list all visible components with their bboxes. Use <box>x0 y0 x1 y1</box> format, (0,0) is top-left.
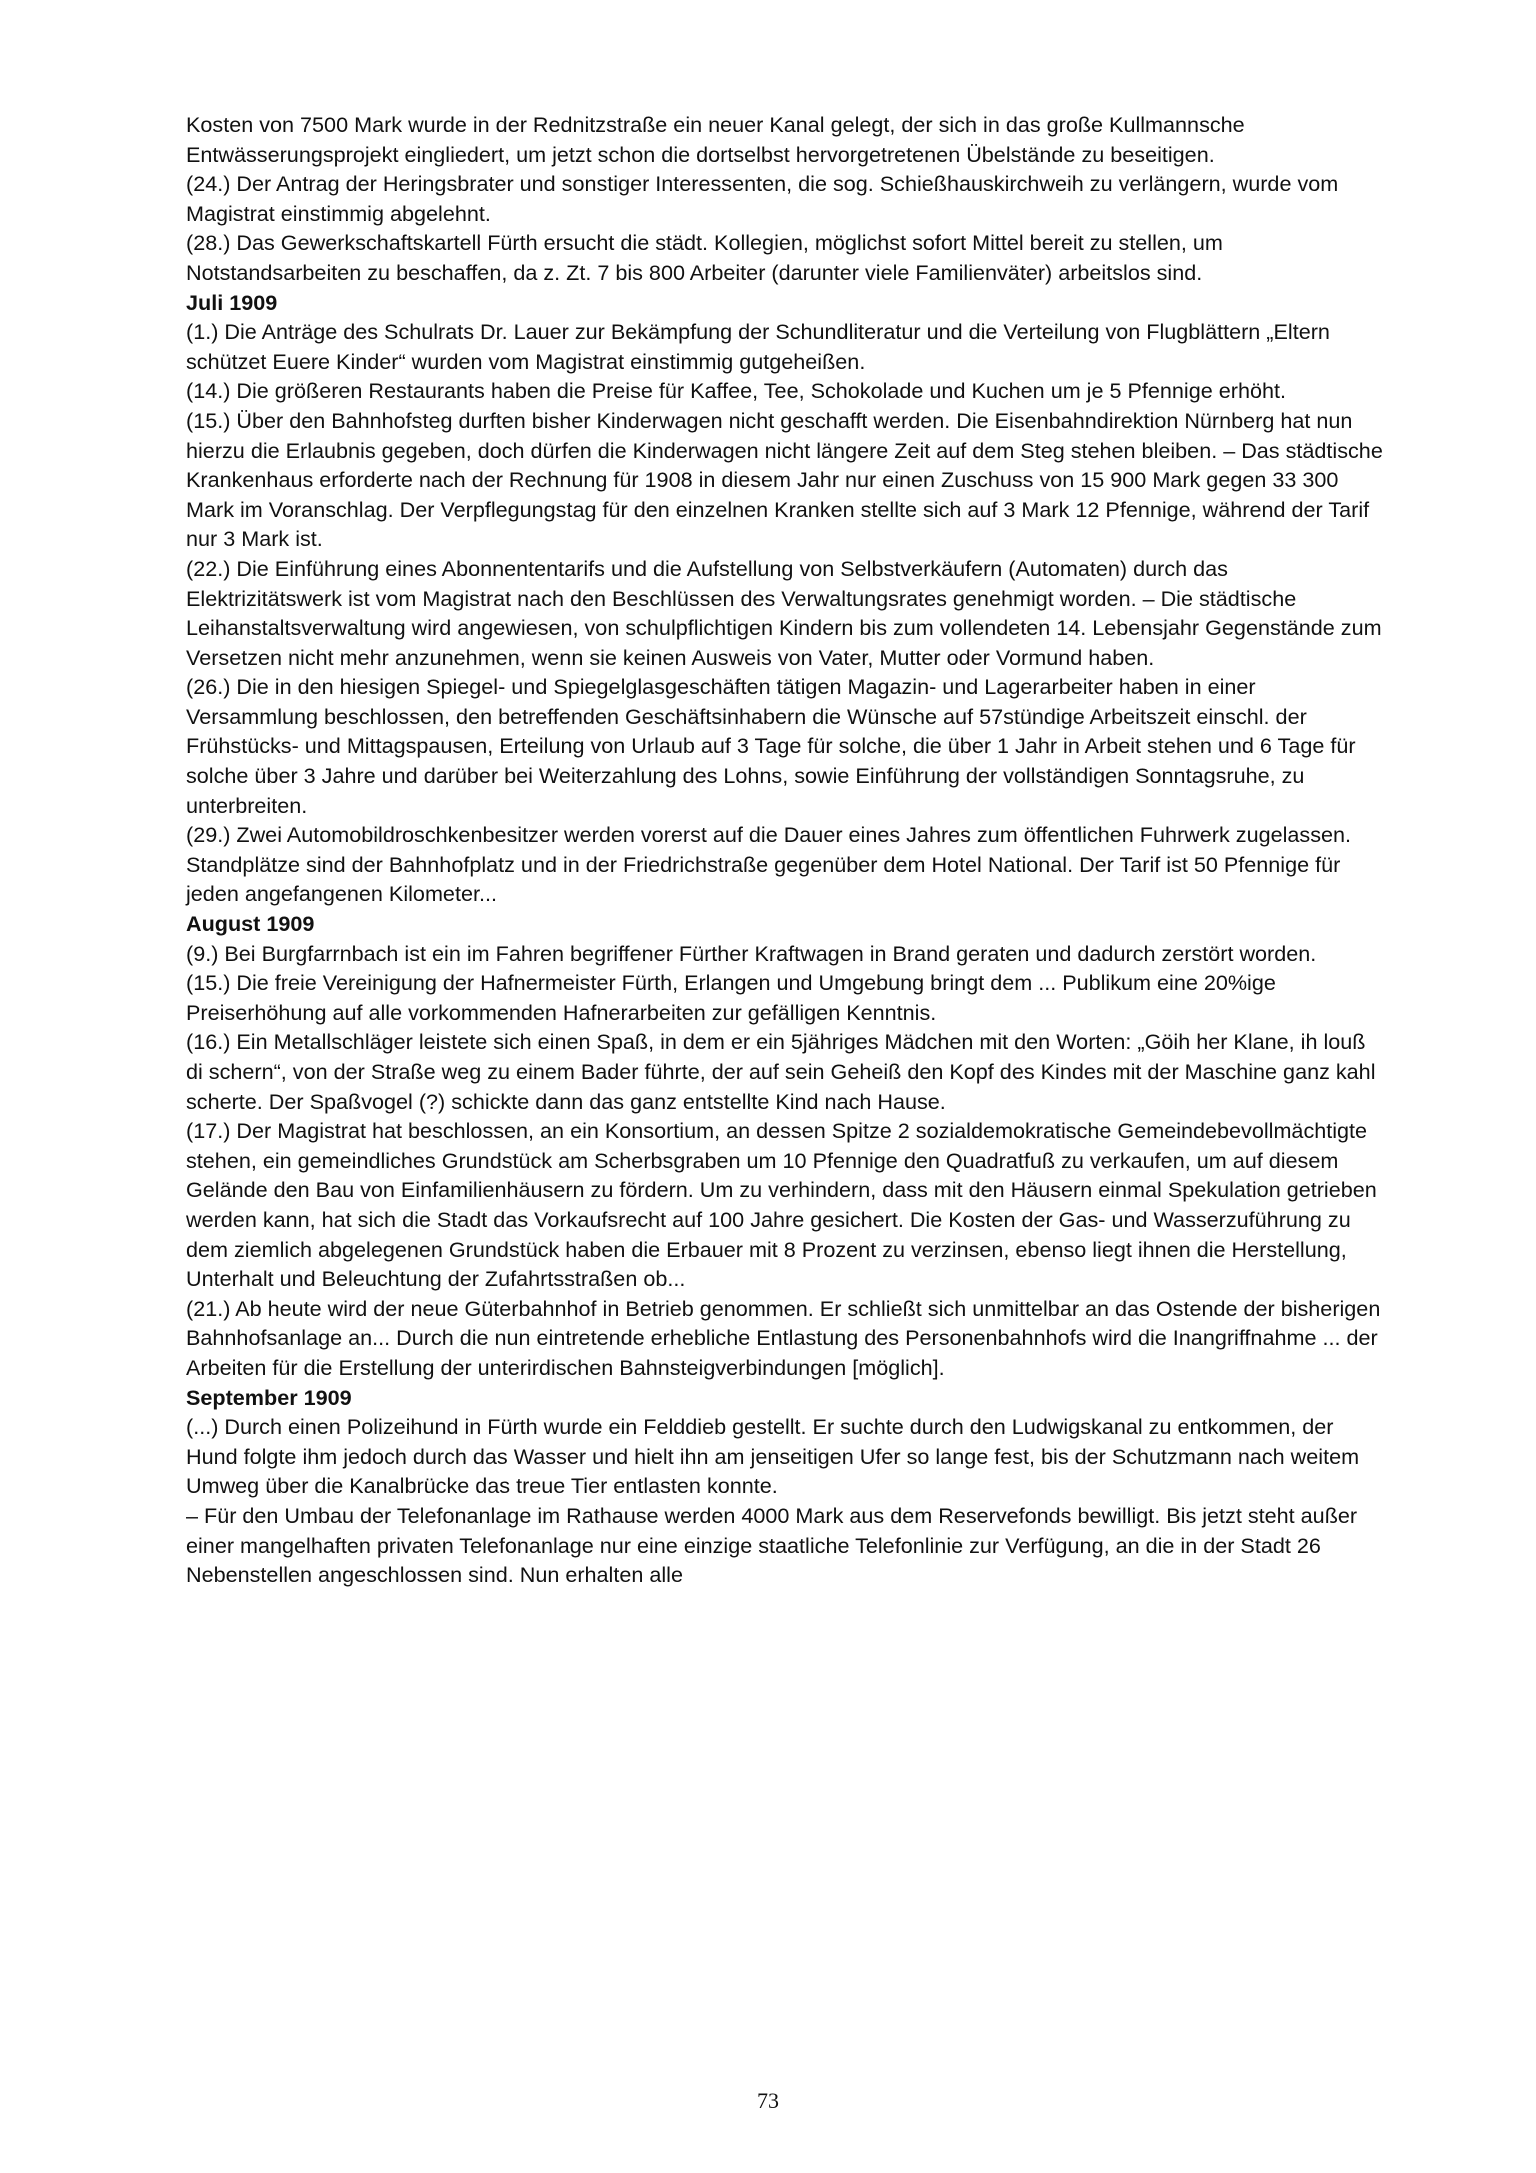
paragraph: – Für den Umbau der Telefonanlage im Rathause werden 4000 Mark aus dem Reservefonds bewilligt. Bis jetzt steht außer einer mangelhaften privaten Telefonanlage nur eine einzige staatliche Telefonlinie zur Verfügung, an die in der Stadt 26 Nebenstellen angeschlossen sind. Nun erhalten alle <box>186 1502 1358 1588</box>
page-content <box>186 110 1386 1590</box>
paragraph: (9.) Bei Burgfarrnbach ist ein im Fahren begriffener Fürther Kraftwagen in Brand geraten und dadurch zerstört worden. <box>186 940 1317 966</box>
paragraph: (16.) Ein Metallschläger leistete sich einen Spaß, in dem er ein 5jähriges Mädchen mit den Worten: „Göih her Klane, ih louß di schern“, von der Straße weg zu einem Bader führte, der auf sein Geheiß den Kopf des Kindes mit der Maschine ganz kahl scherte. Der Spaßvogel (?) schickte dann das ganz entstellte Kind nach Hause. <box>186 1029 1376 1114</box>
section-heading: Juli 1909 <box>186 289 278 315</box>
section-july <box>186 288 1386 909</box>
paragraph: (14.) Die größeren Restaurants haben die Preise für Kaffee, Tee, Schokolade und Kuchen um je 5 Pfennige erhöht. <box>186 378 1286 404</box>
paragraph: (29.) Zwei Automobildroschkenbesitzer werden vorerst auf die Dauer eines Jahres zum öffentlichen Fuhrwerk zugelassen. Standplätze sind der Bahnhofplatz und in der Friedrichstraße gegenüber dem Hotel National. Der Tarif ist 50 Pfennige für jeden angefangenen Kilometer... <box>186 822 1352 907</box>
paragraph: (24.) Der Antrag der Heringsbrater und sonstiger Interessenten, die sog. Schießhauskirchweih zu verlängern, wurde vom Magistrat einstimmig abgelehnt. <box>186 171 1339 226</box>
page-number: 73 <box>757 2088 779 2113</box>
section-september <box>186 1383 1386 1590</box>
paragraph: (15.) Über den Bahnhofsteg durften bisher Kinderwagen nicht geschafft werden. Die Eisenbahndirektion Nürnberg hat nun hierzu die Erlaubnis gegeben, doch dürfen die Kinderwagen nicht längere Zeit auf dem Steg stehen bleiben. – Das städtische Krankenhaus erforderte nach der Rechnung für 1908 in diesem Jahr nur einen Zuschuss von 15 900 Mark gegen 33 300 Mark im Voranschlag. Der Verpflegungstag für den einzelnen Kranken stellte sich auf 3 Mark 12 Pfennige, während der Tarif nur 3 Mark ist. <box>186 407 1383 552</box>
paragraph: (...) Durch einen Polizeihund in Fürth wurde ein Felddieb gestellt. Er suchte durch den Ludwigskanal zu entkommen, der Hund folgte ihm jedoch durch das Wasser und hielt ihn am jenseitigen Ufer so lange fest, bis der Schutzmann nach weitem Umweg über die Kanalbrücke das treue Tier entlasten konnte. <box>186 1414 1360 1499</box>
paragraph: (21.) Ab heute wird der neue Güterbahnhof in Betrieb genommen. Er schließt sich unmittelbar an das Ostende der bisherigen Bahnhofsanlage an... Durch die nun eintretende erhebliche Entlastung des Personenbahnhofs wird die Inangriffnahme ... der Arbeiten für die Erstellung der unterirdischen Bahnsteigverbindungen [möglich]. <box>186 1295 1381 1380</box>
paragraph: (17.) Der Magistrat hat beschlossen, an ein Konsortium, an dessen Spitze 2 sozialdemokratische Gemeindebevollmächtigte stehen, ein gemeindliches Grundstück am Scherbsgraben um 10 Pfennige den Quadratfuß zu verkaufen, um auf diesem Gelände den Bau von Einfamilienhäusern zu fördern. Um zu verhindern, dass mit den Häusern einmal Spekulation getrieben werden kann, hat sich die Stadt das Vorkaufsrecht auf 100 Jahre gesichert. Die Kosten der Gas- und Wasserzuführung zu dem ziemlich abgelegenen Grundstück haben die Erbauer mit 8 Prozent zu verzinsen, ebenso liegt ihnen die Herstellung, Unterhalt und Beleuchtung der Zufahrtsstraßen ob... <box>186 1118 1377 1292</box>
paragraph: Kosten von 7500 Mark wurde in der Rednitzstraße ein neuer Kanal gelegt, der sich in das große Kullmannsche Entwässerungsprojekt eingliedert, um jetzt schon die dortselbst hervorgetretenen Übelstände zu beseitigen. <box>186 112 1245 167</box>
paragraph: (1.) Die Anträge des Schulrats Dr. Lauer zur Bekämpfung der Schundliteratur und die Verteilung von Flugblättern „Eltern schützet Euere Kinder“ wurden vom Magistrat einstimmig gutgeheißen. <box>186 319 1330 374</box>
paragraph: (28.) Das Gewerkschaftskartell Fürth ersucht die städt. Kollegien, möglichst sofort Mittel bereit zu stellen, um Notstandsarbeiten zu beschaffen, da z. Zt. 7 bis 800 Arbeiter (darunter viele Familienväter) arbeitslos sind. <box>186 230 1223 285</box>
paragraph: (22.) Die Einführung eines Abonnententarifs und die Aufstellung von Selbstverkäufern (Automaten) durch das Elektrizitätswerk ist vom Magistrat nach den Beschlüssen des Verwaltungsrates genehmigt worden. – Die städtische Leihanstaltsverwaltung wird angewiesen, von schulpflichtigen Kindern bis zum vollendeten 14. Lebensjahr Gegenstände zum Versetzen nicht mehr anzunehmen, wenn sie keinen Ausweis von Vater, Mutter oder Vormund haben. <box>186 555 1382 670</box>
section-heading: August 1909 <box>186 911 315 937</box>
section-august <box>186 909 1386 1383</box>
paragraph: (15.) Die freie Vereinigung der Hafnermeister Fürth, Erlangen und Umgebung bringt dem ... Publikum eine 20%ige Preiserhöhung auf alle vorkommenden Hafnerarbeiten zur gefälligen Kenntnis. <box>186 970 1276 1025</box>
intro-block <box>186 110 1386 288</box>
section-heading: September 1909 <box>186 1384 352 1410</box>
paragraph: (26.) Die in den hiesigen Spiegel- und Spiegelglasgeschäften tätigen Magazin- und Lagerarbeiter haben in einer Versammlung beschlossen, den betreffenden Geschäftsinhabern die Wünsche auf 57stündige Arbeitszeit einschl. der Frühstücks- und Mittagspausen, Erteilung von Urlaub auf 3 Tage für solche, die über 1 Jahr in Arbeit stehen und 6 Tage für solche über 3 Jahre und darüber bei Weiterzahlung des Lohns, sowie Einführung der vollständigen Sonntagsruhe, zu unterbreiten. <box>186 674 1356 818</box>
